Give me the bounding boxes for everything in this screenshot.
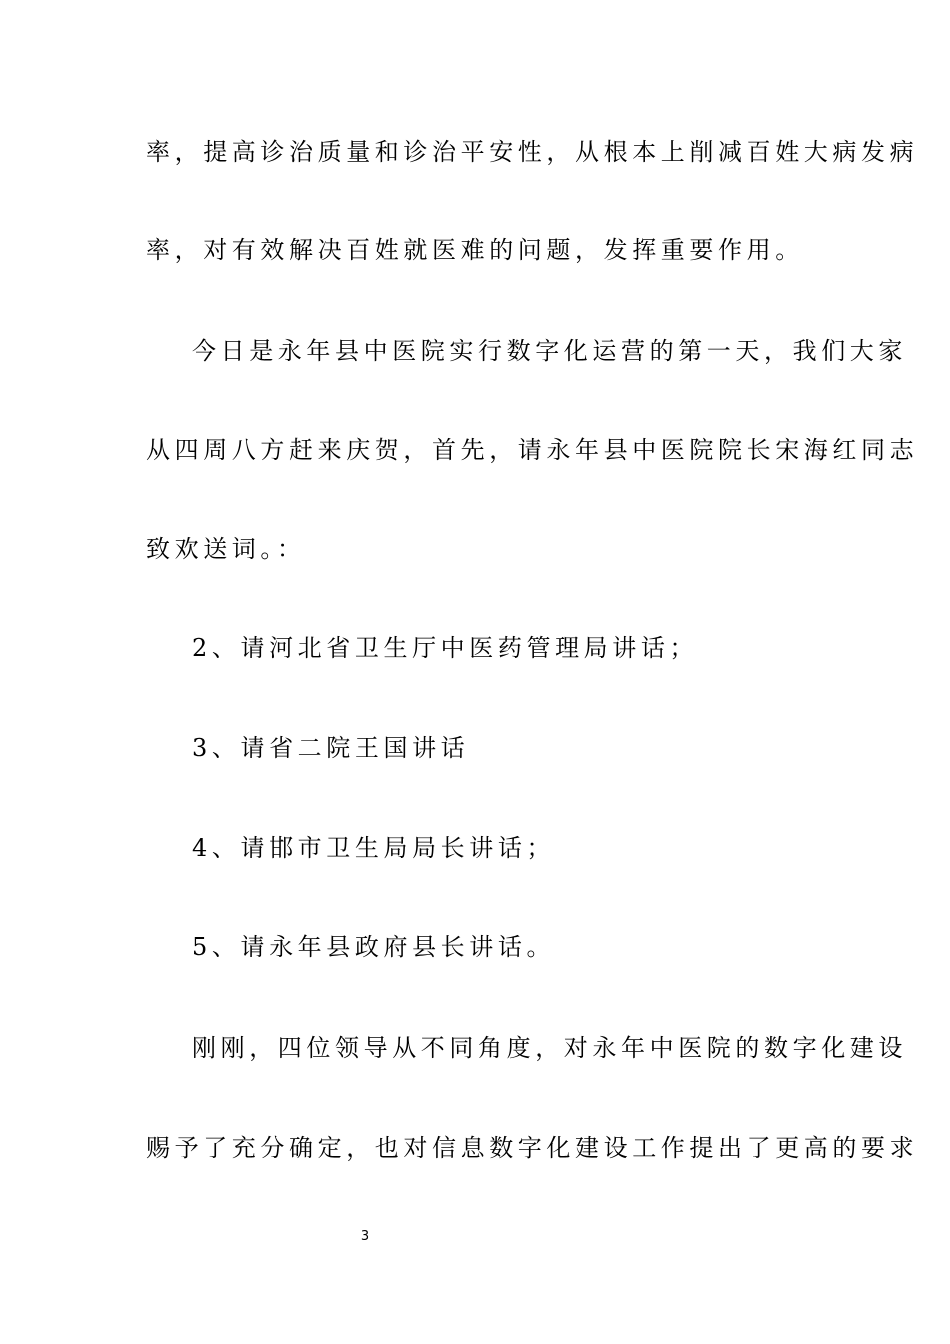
text-line-3: 从四周八方赶来庆贺，首先，请永年县中医院院长宋海红同志 — [146, 436, 919, 464]
text-line-5: 赐予了充分确定，也对信息数字化建设工作提出了更高的要求 — [146, 1134, 919, 1162]
list-item-2: 2、请河北省卫生厅中医药管理局讲话； — [192, 634, 699, 662]
list-item-3: 3、请省二院王国讲话 — [192, 734, 470, 762]
list-item-5: 5、请永年县政府县长讲话。 — [192, 933, 556, 961]
text-line-4: 致欢送词。： — [146, 535, 306, 563]
page-number: 3 — [360, 1229, 370, 1244]
paragraph-line-2: 刚刚，四位领导从不同角度，对永年中医院的数字化建设 — [192, 1034, 907, 1062]
text-line-1: 率，提高诊治质量和诊治平安性，从根本上削减百姓大病发病 — [146, 138, 919, 166]
paragraph-line-1: 今日是永年县中医院实行数字化运营的第一天，我们大家 — [192, 337, 907, 365]
text-line-2: 率，对有效解决百姓就医难的问题，发挥重要作用。 — [146, 236, 804, 264]
list-item-4: 4、请邯市卫生局局长讲话； — [192, 834, 556, 862]
